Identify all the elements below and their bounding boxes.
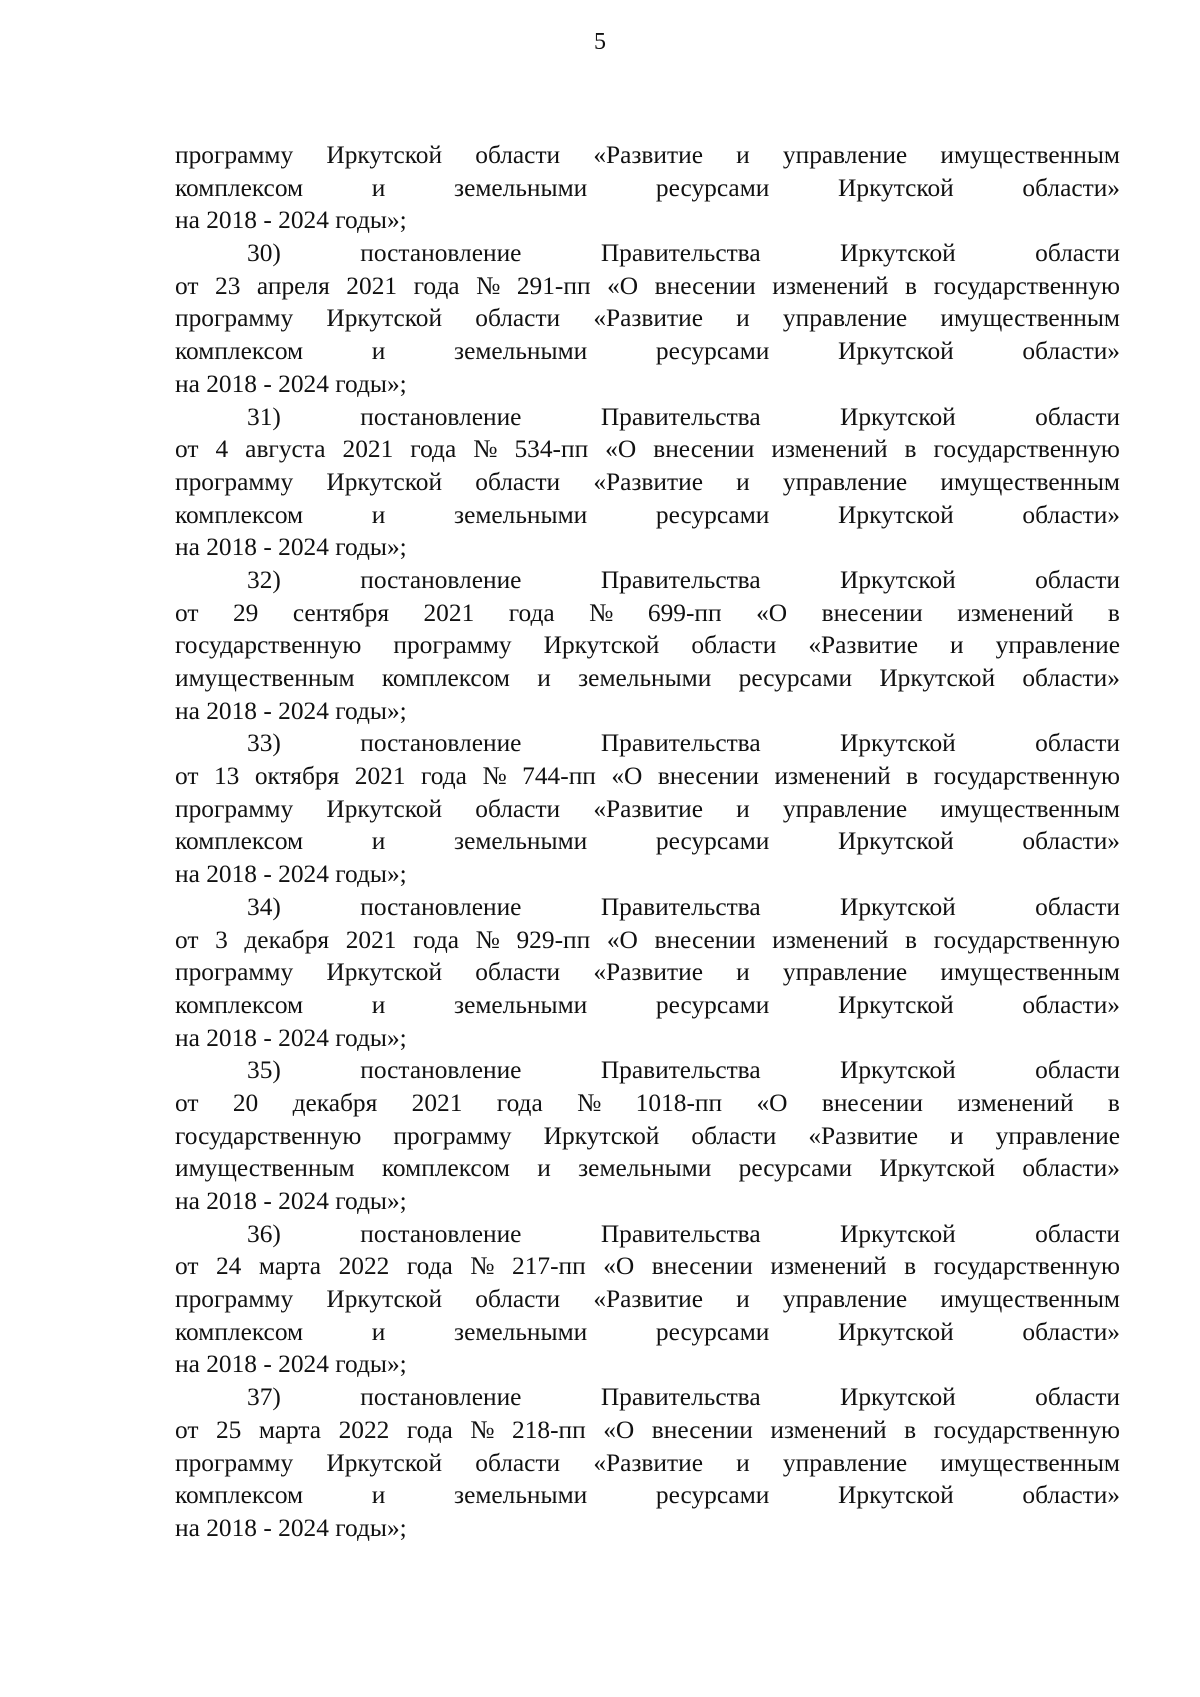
word: комплексом xyxy=(175,990,304,1019)
word: в xyxy=(905,925,917,954)
word: изменений xyxy=(772,925,889,954)
text-line xyxy=(175,956,1120,989)
list-item-head xyxy=(175,1381,1120,1414)
word: земельными xyxy=(578,1154,712,1183)
word: Иркутской xyxy=(326,141,443,169)
word: Иркутской xyxy=(838,173,954,202)
word: 24 xyxy=(215,1252,242,1281)
word: 1018-пп xyxy=(635,1088,723,1117)
word: внесении xyxy=(654,271,756,300)
word: 2022 xyxy=(338,1415,390,1444)
word: марта xyxy=(258,1252,322,1281)
word: и xyxy=(371,337,386,366)
word: в xyxy=(904,1415,917,1444)
word: Иркутской xyxy=(838,337,954,366)
text-line xyxy=(175,989,1120,1022)
word: от xyxy=(175,271,199,300)
text-line xyxy=(175,1120,1120,1153)
word: октября xyxy=(254,762,340,791)
word: ресурсами xyxy=(655,500,770,529)
word: Правительства xyxy=(600,1383,761,1412)
word: области xyxy=(475,304,561,333)
word: 31) xyxy=(247,402,281,431)
word: «О xyxy=(603,1252,635,1281)
text-line xyxy=(175,1250,1120,1283)
text-line xyxy=(175,1283,1120,1316)
word: государственную xyxy=(933,762,1120,791)
word: области» xyxy=(1022,337,1120,366)
word: области xyxy=(475,1448,561,1477)
word: постановление xyxy=(360,1219,522,1248)
word: Иркутской xyxy=(326,467,443,496)
word: государственную xyxy=(933,435,1120,464)
word: от xyxy=(175,925,199,954)
word: области xyxy=(475,958,561,987)
text-line xyxy=(175,335,1120,368)
word: изменений xyxy=(770,1415,887,1444)
word: 20 xyxy=(232,1088,259,1117)
word: года xyxy=(406,1415,453,1444)
word: программу xyxy=(175,794,294,823)
word: 23 xyxy=(215,271,241,300)
word: управление xyxy=(782,1448,908,1477)
word: области xyxy=(475,141,561,169)
text-line xyxy=(175,760,1120,793)
text-line xyxy=(175,302,1120,335)
word: области» xyxy=(1022,1154,1120,1183)
word: государственную xyxy=(933,1252,1120,1281)
word: и xyxy=(371,1481,386,1510)
word: постановление xyxy=(360,239,522,268)
word: области xyxy=(691,1121,777,1150)
word: Иркутской xyxy=(543,631,660,660)
word: Правительства xyxy=(600,1056,761,1085)
word: и xyxy=(371,1317,386,1346)
word: года xyxy=(508,598,555,627)
word: внесении xyxy=(651,1415,753,1444)
text-line-last: на 2018 - 2024 годы»; xyxy=(175,1187,407,1215)
word: программу xyxy=(175,141,294,169)
word: Иркутской xyxy=(838,1317,954,1346)
word: 2021 xyxy=(346,271,398,300)
word: Правительства xyxy=(600,402,761,431)
word: года xyxy=(413,925,460,954)
text-line xyxy=(175,662,1120,695)
word: программу xyxy=(175,1448,294,1477)
word: управление xyxy=(782,304,908,333)
text-line xyxy=(175,139,1120,172)
word: от xyxy=(175,762,199,791)
word: Иркутской xyxy=(838,500,954,529)
text-line xyxy=(175,825,1120,858)
word: «О xyxy=(611,762,643,791)
word: области xyxy=(1035,239,1120,268)
word: 32) xyxy=(247,565,281,594)
word: ресурсами xyxy=(655,827,770,856)
text-line xyxy=(175,499,1120,532)
word: имущественным xyxy=(940,794,1120,823)
word: 34) xyxy=(247,892,281,921)
word: Правительства xyxy=(600,1219,761,1248)
word: постановление xyxy=(360,565,522,594)
word: и xyxy=(736,304,750,333)
word: Иркутской xyxy=(840,1056,956,1085)
word: 33) xyxy=(247,729,281,758)
word: Иркутской xyxy=(838,827,954,856)
word: № xyxy=(475,925,500,954)
text-line xyxy=(175,433,1120,466)
word: комплексом xyxy=(175,1317,304,1346)
text-line xyxy=(175,1447,1120,1480)
word: 2021 xyxy=(354,762,406,791)
word: земельными xyxy=(454,1481,588,1510)
word: и xyxy=(736,794,750,823)
word: программу xyxy=(175,304,294,333)
word: 217-пп xyxy=(512,1252,586,1281)
word: Иркутской xyxy=(879,1154,996,1183)
word: № xyxy=(470,1252,495,1281)
word: земельными xyxy=(454,173,588,202)
word: области» xyxy=(1022,827,1120,856)
word: программу xyxy=(175,1285,294,1314)
word: «Развитие xyxy=(593,304,703,333)
word: и xyxy=(537,664,551,692)
word: Иркутской xyxy=(879,664,996,692)
word: изменений xyxy=(774,762,891,791)
word: 218-пп xyxy=(512,1415,586,1444)
word: земельными xyxy=(454,827,588,856)
word: области xyxy=(1035,1056,1120,1085)
word: «О xyxy=(756,1088,788,1117)
word: управление xyxy=(782,141,908,169)
word: управление xyxy=(782,794,908,823)
word: внесении xyxy=(653,435,755,464)
word: изменений xyxy=(771,435,888,464)
text-line xyxy=(175,466,1120,499)
word: Иркутской xyxy=(838,990,954,1019)
word: изменений xyxy=(772,271,889,300)
word: внесении xyxy=(821,1088,923,1117)
word: 29 xyxy=(232,598,259,627)
word: государственную xyxy=(933,925,1120,954)
word: апреля xyxy=(256,271,330,300)
word: изменений xyxy=(770,1252,887,1281)
list-item-head xyxy=(175,237,1120,270)
word: года xyxy=(406,1252,453,1281)
word: программу xyxy=(175,467,294,496)
text-line xyxy=(175,1316,1120,1349)
list-item-head xyxy=(175,564,1120,597)
word: Иркутской xyxy=(840,729,956,758)
word: года xyxy=(421,762,467,791)
word: комплексом xyxy=(175,827,304,856)
word: «О xyxy=(603,1415,635,1444)
word: государственную xyxy=(175,1121,362,1150)
word: области» xyxy=(1022,990,1120,1019)
text-line xyxy=(175,629,1120,662)
text-line xyxy=(175,1414,1120,1447)
word: Иркутской xyxy=(838,1481,954,1510)
word: Иркутской xyxy=(840,565,956,594)
word: внесении xyxy=(657,762,759,791)
word: ресурсами xyxy=(655,173,770,202)
word: постановление xyxy=(360,729,522,758)
word: 37) xyxy=(247,1383,281,1412)
word: комплексом xyxy=(381,664,510,692)
word: «Развитие xyxy=(593,141,703,169)
word: и xyxy=(950,1121,964,1150)
word: программу xyxy=(175,958,294,987)
text-line-last: на 2018 - 2024 годы»; xyxy=(175,1023,407,1052)
word: области xyxy=(1035,892,1120,921)
text-line-last: на 2018 - 2024 годы»; xyxy=(175,696,407,725)
document-body xyxy=(175,139,1120,1545)
word: области xyxy=(691,631,777,660)
word: комплексом xyxy=(175,337,304,366)
word: августа xyxy=(245,435,326,464)
word: в xyxy=(904,435,917,464)
word: области xyxy=(475,467,561,496)
word: Иркутской xyxy=(326,794,443,823)
word: внесении xyxy=(651,1252,753,1281)
word: имущественным xyxy=(940,1448,1120,1477)
word: Иркутской xyxy=(840,1219,956,1248)
word: «О xyxy=(607,271,639,300)
word: «Развитие xyxy=(808,1121,918,1150)
word: 2021 xyxy=(423,598,475,627)
word: государственную xyxy=(933,271,1120,300)
list-item-head xyxy=(175,891,1120,924)
word: и xyxy=(371,827,386,856)
word: и xyxy=(371,990,386,1019)
word: государственную xyxy=(175,631,362,660)
text-line xyxy=(175,924,1120,957)
word: «Развитие xyxy=(593,1448,703,1477)
text-line-last: на 2018 - 2024 годы»; xyxy=(175,206,407,235)
word: и xyxy=(950,631,964,660)
word: области» xyxy=(1022,1317,1120,1346)
word: области» xyxy=(1022,173,1120,202)
word: 744-пп xyxy=(522,762,596,791)
word: от xyxy=(175,1252,199,1281)
word: 2021 xyxy=(411,1088,463,1117)
word: «О xyxy=(605,435,637,464)
word: «Развитие xyxy=(593,794,703,823)
word: «О xyxy=(756,598,788,627)
word: изменений xyxy=(957,598,1074,627)
word: 2021 xyxy=(345,925,397,954)
word: Иркутской xyxy=(840,1383,956,1412)
text-line xyxy=(175,1087,1120,1120)
word: 13 xyxy=(213,762,240,791)
text-line xyxy=(175,270,1120,303)
word: от xyxy=(175,435,199,464)
list-item-head xyxy=(175,727,1120,760)
word: 699-пп xyxy=(647,598,722,627)
word: и xyxy=(736,958,750,987)
word: в xyxy=(906,762,919,791)
text-line xyxy=(175,172,1120,205)
word: государственную xyxy=(933,1415,1120,1444)
word: области» xyxy=(1022,500,1120,529)
word: 291-пп xyxy=(516,271,591,300)
word: «Развитие xyxy=(593,958,703,987)
word: имущественным xyxy=(940,141,1120,169)
word: изменений xyxy=(957,1088,1074,1117)
word: 2021 xyxy=(342,435,394,464)
word: управление xyxy=(782,467,908,496)
word: 35) xyxy=(247,1056,281,1085)
word: и xyxy=(736,1285,750,1314)
text-line-last: на 2018 - 2024 годы»; xyxy=(175,533,407,562)
text-line-last: на 2018 - 2024 годы»; xyxy=(175,860,407,889)
word: имущественным xyxy=(940,467,1120,496)
word: ресурсами xyxy=(738,1154,853,1183)
word: Правительства xyxy=(600,565,761,594)
text-line-last: на 2018 - 2024 годы»; xyxy=(175,369,407,398)
word: и xyxy=(371,173,386,202)
word: комплексом xyxy=(381,1154,510,1183)
word: ресурсами xyxy=(655,990,770,1019)
word: области xyxy=(1035,729,1120,758)
word: декабря xyxy=(292,1088,378,1117)
list-item-head xyxy=(175,1218,1120,1251)
word: имущественным xyxy=(940,958,1120,987)
word: управление xyxy=(782,958,908,987)
word: постановление xyxy=(360,1383,522,1412)
text-line-last: на 2018 - 2024 годы»; xyxy=(175,1513,407,1542)
word: комплексом xyxy=(175,1481,304,1510)
word: 30) xyxy=(247,239,281,268)
word: области xyxy=(475,794,561,823)
word: года xyxy=(413,271,460,300)
word: № xyxy=(482,762,507,791)
text-line-last: на 2018 - 2024 годы»; xyxy=(175,1350,407,1379)
word: в xyxy=(904,1252,917,1281)
word: имущественным xyxy=(940,304,1120,333)
list-item-head xyxy=(175,401,1120,434)
word: постановление xyxy=(360,402,522,431)
word: земельными xyxy=(454,500,588,529)
word: области xyxy=(1035,565,1120,594)
word: 2022 xyxy=(338,1252,390,1281)
word: программу xyxy=(393,1121,512,1150)
word: в xyxy=(1107,598,1120,627)
word: комплексом xyxy=(175,173,304,202)
word: Иркутской xyxy=(326,304,443,333)
word: постановление xyxy=(360,1056,522,1085)
word: области xyxy=(1035,1219,1120,1248)
word: области xyxy=(1035,402,1120,431)
word: Иркутской xyxy=(840,402,956,431)
word: года xyxy=(496,1088,543,1117)
word: 3 xyxy=(215,925,228,954)
word: области» xyxy=(1022,664,1120,692)
word: Иркутской xyxy=(326,1285,443,1314)
word: № xyxy=(473,435,498,464)
word: № xyxy=(476,271,501,300)
word: области» xyxy=(1022,1481,1120,1510)
word: ресурсами xyxy=(738,664,853,692)
word: 929-пп xyxy=(516,925,591,954)
text-line xyxy=(175,793,1120,826)
word: «Развитие xyxy=(593,1285,703,1314)
list-item-head xyxy=(175,1054,1120,1087)
text-line xyxy=(175,1479,1120,1512)
word: и xyxy=(736,141,750,169)
word: Иркутской xyxy=(326,958,443,987)
word: ресурсами xyxy=(655,1317,770,1346)
word: от xyxy=(175,598,199,627)
word: сентября xyxy=(292,598,389,627)
word: области xyxy=(1035,1383,1120,1412)
word: земельными xyxy=(454,337,588,366)
word: года xyxy=(410,435,457,464)
word: «О xyxy=(606,925,638,954)
text-line xyxy=(175,1152,1120,1185)
word: ресурсами xyxy=(655,337,770,366)
word: управление xyxy=(782,1285,908,1314)
word: Иркутской xyxy=(326,1448,443,1477)
word: Иркутской xyxy=(840,239,956,268)
page-number: 5 xyxy=(594,29,606,55)
word: и xyxy=(736,467,750,496)
word: постановление xyxy=(360,892,522,921)
word: Правительства xyxy=(600,729,761,758)
word: Правительства xyxy=(600,239,761,268)
word: имущественным xyxy=(175,1154,355,1183)
word: от xyxy=(175,1088,199,1117)
word: 534-пп xyxy=(514,435,589,464)
word: управление xyxy=(995,1121,1120,1150)
word: земельными xyxy=(578,664,712,692)
word: 36) xyxy=(247,1219,281,1248)
word: марта xyxy=(258,1415,322,1444)
word: Иркутской xyxy=(543,1121,660,1150)
word: комплексом xyxy=(175,500,304,529)
word: в xyxy=(905,271,918,300)
word: № xyxy=(589,598,614,627)
word: 25 xyxy=(215,1415,242,1444)
word: от xyxy=(175,1415,199,1444)
word: Правительства xyxy=(600,892,761,921)
word: «Развитие xyxy=(593,467,703,496)
word: программу xyxy=(393,631,512,660)
word: и xyxy=(736,1448,750,1477)
word: в xyxy=(1107,1088,1120,1117)
word: и xyxy=(371,500,386,529)
word: и xyxy=(537,1154,551,1183)
text-line xyxy=(175,597,1120,630)
word: № xyxy=(470,1415,495,1444)
word: имущественным xyxy=(940,1285,1120,1314)
word: № xyxy=(577,1088,602,1117)
word: земельными xyxy=(454,1317,588,1346)
word: 4 xyxy=(215,435,229,464)
word: внесении xyxy=(654,925,756,954)
word: ресурсами xyxy=(655,1481,770,1510)
word: области xyxy=(475,1285,561,1314)
word: декабря xyxy=(244,925,330,954)
word: управление xyxy=(995,631,1120,660)
word: «Развитие xyxy=(808,631,918,660)
word: Иркутской xyxy=(840,892,956,921)
word: имущественным xyxy=(175,664,355,692)
word: внесении xyxy=(821,598,923,627)
word: земельными xyxy=(454,990,588,1019)
